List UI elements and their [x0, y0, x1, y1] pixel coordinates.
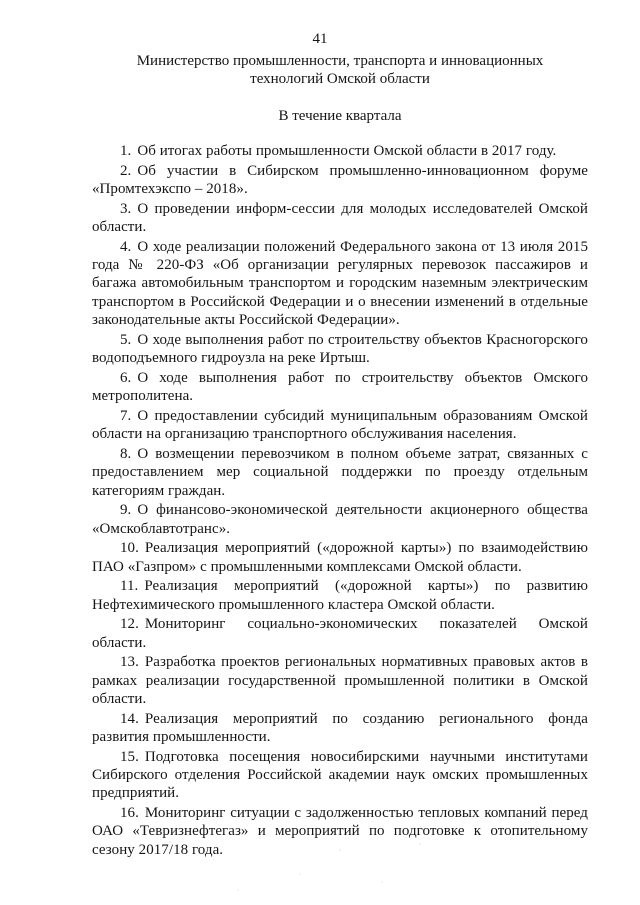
- list-item-text: О ходе выполнения работ по строительству объектов Красногорского водоподъемного гидроузла на реке Иртыш.: [92, 331, 588, 367]
- list-item-number: 6.: [120, 369, 132, 386]
- list-item-number: 16.: [120, 805, 139, 822]
- list-item: [92, 331, 588, 368]
- scan-speckle: [150, 830, 450, 900]
- list-item-number: 2.: [120, 162, 132, 179]
- list-item-number: 10.: [120, 540, 139, 557]
- list-item: [92, 748, 588, 803]
- list-item-text: О возмещении перевозчиком в полном объеме затрат, связанных с предоставлением мер социальной поддержки по проезду отдельным категориям граждан.: [92, 445, 588, 499]
- list-item: [92, 710, 588, 747]
- list-item: [92, 501, 588, 538]
- page-number: 41: [312, 31, 328, 47]
- list-item-number: 11.: [120, 578, 139, 595]
- list-item-text: Об участии в Сибирском промышленно-инновационном форуме «Промтехэкспо – 2018».: [92, 162, 588, 197]
- list-item-text: О предоставлении субсидий муниципальным образованиям Омской области на организацию транспортного обслуживания населения.: [92, 407, 588, 443]
- list-item: [92, 653, 588, 708]
- list-item-text: Подготовка посещения новосибирскими научными институтами Сибирского отделения Российской академии наук омских промышленных предприятий.: [92, 748, 588, 802]
- list-item: [92, 200, 588, 237]
- list-item-text: О проведении информ-сессии для молодых исследователей Омской области.: [92, 200, 588, 235]
- list-item-number: 5.: [120, 331, 132, 348]
- ministry-header: [80, 52, 600, 88]
- list-item-text: Реализация мероприятий по созданию регионального фонда развития промышленности.: [92, 710, 588, 746]
- list-item: [92, 615, 588, 652]
- list-item: [92, 369, 588, 406]
- list-item: [92, 142, 588, 160]
- list-item-text: Мониторинг социально-экономических показателей Омской области.: [92, 616, 588, 651]
- list-item: [92, 407, 588, 444]
- list-item-number: 15.: [120, 748, 139, 765]
- list-item-text: О ходе реализации положений Федерального закона от 13 июля 2015 года № 220-ФЗ «Об организации регулярных перевозок пассажиров и багажа автомобильным транспортом и городским наземным электрическим транспортом в Российской Федерации и о внесении изменений в отдельные законодательные акты Российской Федерации».: [92, 238, 588, 329]
- list-item-text: Реализация мероприятий («дорожной карты») по взаимодействию ПАО «Газпром» с промышленными комплексами Омской области.: [92, 540, 588, 575]
- list-item: [92, 577, 588, 614]
- list-item-number: 14.: [120, 710, 139, 727]
- list-item-text: Реализация мероприятий («дорожной карты») по развитию Нефтехимического промышленного кластера Омской области.: [92, 578, 588, 613]
- list-item-number: 3.: [120, 200, 132, 217]
- list-item: [92, 539, 588, 576]
- list-item-number: 12.: [120, 616, 139, 633]
- ministry-header-line-1: Министерство промышленности, транспорта и инновационных: [136, 53, 544, 69]
- ministry-header-line-2: технологий Омской области: [250, 71, 430, 87]
- list-item: [92, 238, 588, 330]
- items-list: [92, 142, 588, 860]
- list-item-number: 4.: [120, 238, 132, 255]
- section-title: В течение квартала: [278, 108, 402, 124]
- list-item-text: О финансово-экономической деятельности акционерного общества «Омскоблавтотранс».: [92, 502, 588, 537]
- list-item-number: 1.: [120, 143, 132, 159]
- list-item-number: 8.: [120, 445, 132, 462]
- list-item-text: Разработка проектов региональных нормативных правовых актов в рамках реализации государственной промышленной политики в Омской области.: [92, 654, 588, 708]
- list-item-number: 7.: [120, 407, 132, 424]
- list-item-number: 9.: [120, 502, 132, 519]
- list-item-text: Об итогах работы промышленности Омской области в 2017 году.: [137, 143, 557, 159]
- list-item: [92, 445, 588, 500]
- list-item-text: Мониторинг ситуации с задолженностью тепловых компаний перед ОАО «Тевризнефтегаз» и мероприятий по подготовке к отопительному сезону 2017/18 года.: [92, 805, 588, 858]
- list-item: [92, 162, 588, 199]
- list-item-number: 13.: [120, 654, 139, 671]
- list-item-text: О ходе выполнения работ по строительству объектов Омского метрополитена.: [92, 369, 588, 405]
